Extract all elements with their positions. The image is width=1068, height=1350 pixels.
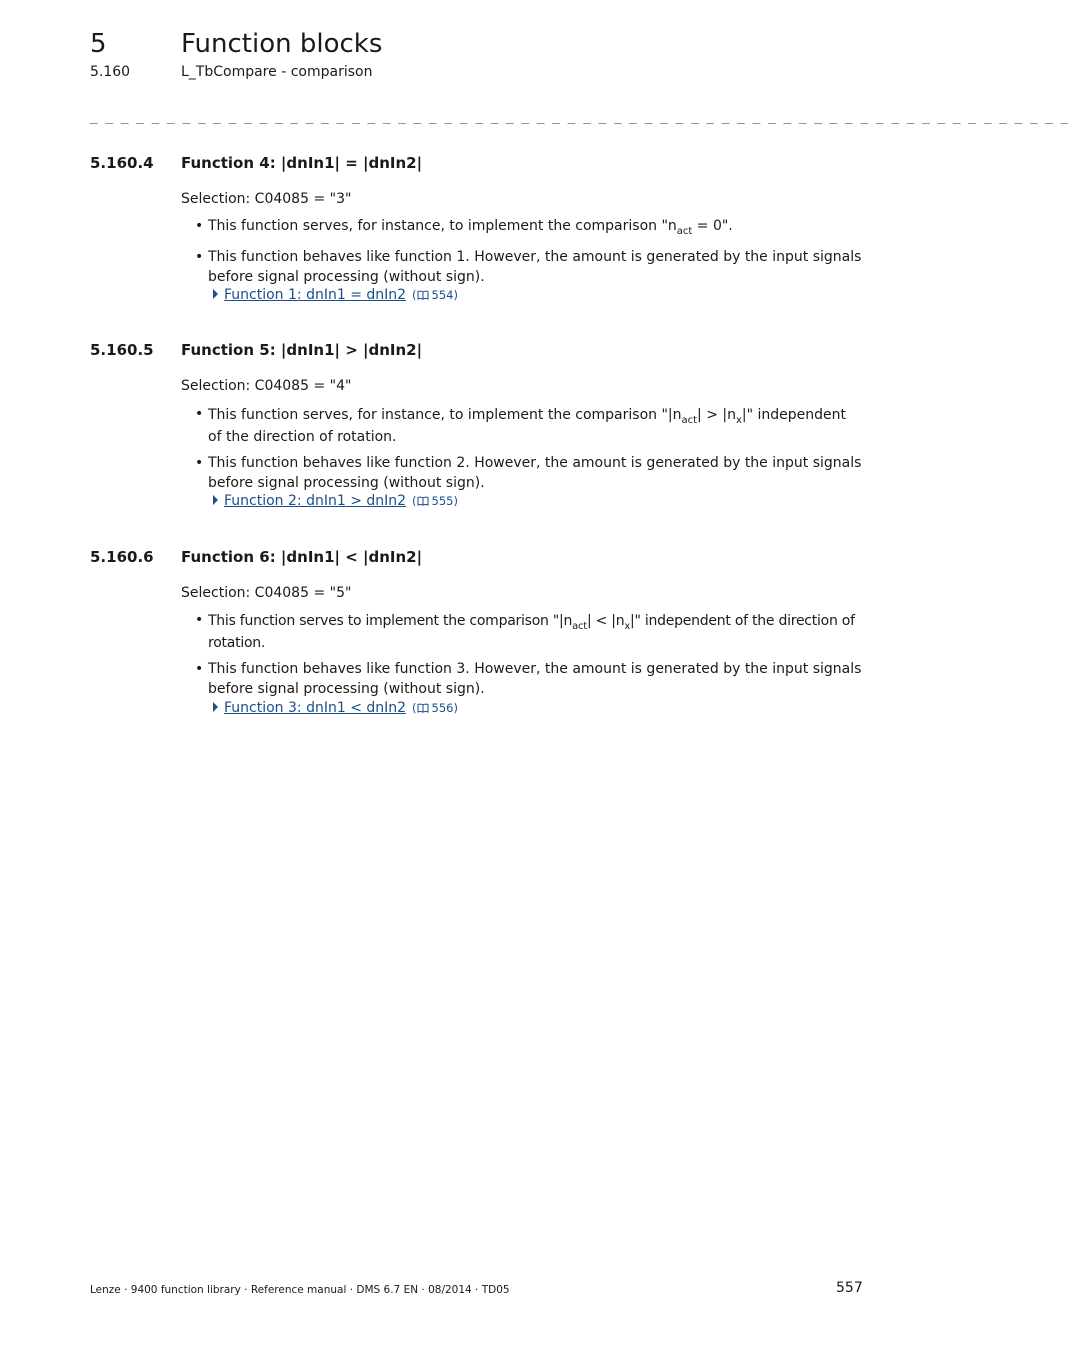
subsection-number: 5.160.6 (90, 548, 154, 566)
bullet-text: This function behaves like function 1. However, the amount is generated by the input signals before signal processing (without sign). (208, 249, 862, 285)
subsection-title: Function 4: |dnIn1| = |dnIn2| (181, 154, 423, 172)
bullet-text: This function serves to implement the comparison "$|n_{act}| < |n_x|$" independent of the direction of rotation. (208, 613, 855, 651)
book-icon (417, 496, 429, 506)
cross-reference (213, 286, 458, 305)
book-icon (417, 703, 429, 713)
bullet-text: This function serves, for instance, to implement the comparison "$n_{act} = 0$". (208, 218, 733, 237)
subsection-number: 5.160.5 (90, 341, 154, 359)
subsection-number: 5.160.4 (90, 154, 154, 172)
chapter-number: 5 (90, 29, 107, 59)
header-divider: _ _ _ _ _ _ _ _ _ _ _ _ _ _ _ _ _ _ _ _ _ _ _ _ _ _ _ _ _ _ _ _ _ _ _ _ _ _ _ _ _ _ _ _ _ _ _ _ _ _ _ _ _ _ _ _ _ _ _ _ _ _ _ _ (90, 110, 1068, 125)
bullet-marker: • (195, 455, 204, 471)
bullet-text: This function behaves like function 2. However, the amount is generated by the input signals before signal processing (without sign). (208, 455, 862, 491)
triangle-right-icon (213, 289, 218, 299)
footer-text: Lenze · 9400 function library · Reference manual · DMS 6.7 EN · 08/2014 · TD05 (90, 1284, 510, 1296)
chapter-title: Function blocks (181, 29, 383, 59)
bullet-text: This function behaves like function 3. However, the amount is generated by the input signals before signal processing (without sign). (208, 661, 862, 697)
selection-text: Selection: C04085 = "5" (181, 585, 352, 601)
bullet-marker: • (195, 218, 204, 234)
subsection-title: Function 5: |dnIn1| > |dnIn2| (181, 341, 423, 359)
cross-reference-link[interactable]: Function 1: dnIn1 = dnIn2 (224, 287, 407, 303)
page-reference[interactable]: ( 556) (412, 701, 458, 715)
subsection-title: Function 6: |dnIn1| < |dnIn2| (181, 548, 423, 566)
cross-reference (213, 699, 458, 718)
bullet-marker: • (195, 612, 204, 628)
page-reference[interactable]: ( 555) (412, 494, 458, 508)
section-title: L_TbCompare - comparison (181, 64, 373, 80)
section-number: 5.160 (90, 64, 131, 80)
bullet-marker: • (195, 406, 204, 422)
triangle-right-icon (213, 495, 218, 505)
page-reference[interactable]: ( 554) (412, 288, 458, 302)
book-icon (417, 290, 429, 300)
selection-text: Selection: C04085 = "4" (181, 378, 352, 394)
bullet-marker: • (195, 249, 204, 265)
bullet-marker: • (195, 661, 204, 677)
page-number: 557 (836, 1280, 863, 1296)
cross-reference (213, 492, 458, 511)
cross-reference-link[interactable]: Function 2: dnIn1 > dnIn2 (224, 493, 407, 509)
cross-reference-link[interactable]: Function 3: dnIn1 < dnIn2 (224, 700, 407, 716)
triangle-right-icon (213, 702, 218, 712)
bullet-text: This function serves, for instance, to implement the comparison "$|n_{act}| > |n_x|$" independent of the direction of rotation. (208, 407, 847, 445)
selection-text: Selection: C04085 = "3" (181, 191, 352, 207)
